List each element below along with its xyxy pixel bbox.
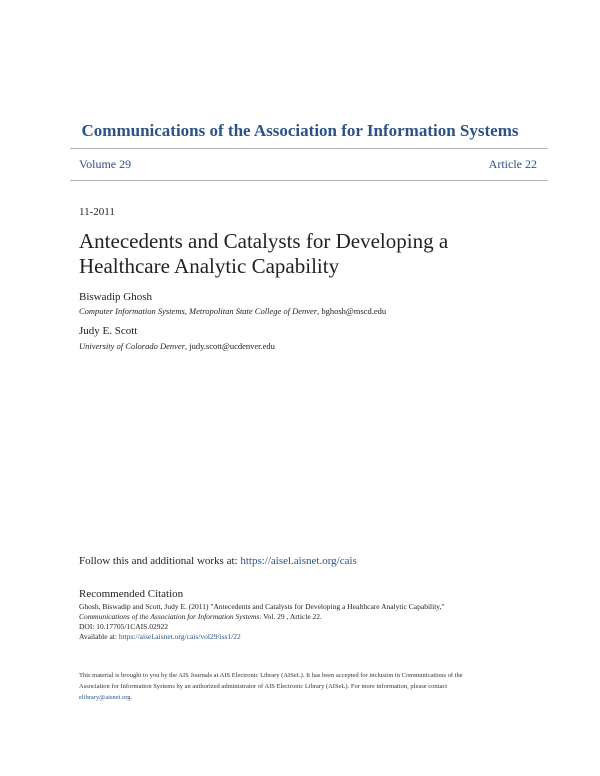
follow-line xyxy=(79,555,357,567)
header-divider-top xyxy=(70,148,548,149)
contact-email-link[interactable]: elibrary@aisnet.org xyxy=(79,694,131,701)
footer-line: Association for Information Systems by an authorized administrator of AIS Electronic Library (AISeL). For more information, please contact xyxy=(79,683,448,690)
footer-line: This material is brought to you by the AIS Journals at AIS Electronic Library (AISeL). It has been accepted for inclusion in Communications of the xyxy=(79,672,463,679)
paper-title-line-2: Healthcare Analytic Capability xyxy=(79,254,340,278)
citation-line: Ghosh, Biswadip and Scott, Judy E. (2011) "Antecedents and Catalysts for Developing a Healthcare Analytic Capability," xyxy=(79,602,445,611)
citation-journal: Communications of the Association for Information Systems xyxy=(79,612,260,621)
paper-title xyxy=(79,229,519,279)
volume-link[interactable]: Volume 29 xyxy=(79,157,132,171)
collection-link[interactable]: https://aisel.aisnet.org/cais xyxy=(240,555,357,567)
affiliation-name: University of Colorado Denver xyxy=(79,341,185,351)
available-at-label: Available at: xyxy=(79,632,119,641)
footer-contact-line xyxy=(79,692,539,703)
author-name: Biswadip Ghosh xyxy=(79,291,153,303)
citation-doi: DOI: 10.17705/1CAIS.02922 xyxy=(79,622,168,631)
journal-title[interactable]: Communications of the Association for Information Systems xyxy=(81,121,519,140)
footer-period: . xyxy=(130,694,133,701)
citation-available-line xyxy=(79,632,539,642)
article-url-link[interactable]: https://aisel.aisnet.org/cais/vol29/iss1/22 xyxy=(118,632,241,641)
author-affiliation xyxy=(79,341,275,351)
author-name: Judy E. Scott xyxy=(79,325,138,337)
citation-block xyxy=(79,602,539,642)
citation-journal-line xyxy=(79,612,539,622)
author-affiliation xyxy=(79,306,386,316)
article-link[interactable]: Article 22 xyxy=(488,157,537,171)
citation-volume: : Vol. 29 , Article 22. xyxy=(259,612,322,621)
repository-footer-note xyxy=(79,670,539,703)
author-email: , bghosh@mscd.edu xyxy=(317,306,387,316)
recommended-citation-heading: Recommended Citation xyxy=(79,588,184,600)
paper-title-line-1: Antecedents and Catalysts for Developing a xyxy=(79,229,449,253)
header-divider-bottom xyxy=(70,180,548,181)
follow-text: Follow this and additional works at: xyxy=(79,555,241,567)
author-email: , judy.scott@ucdenver.edu xyxy=(185,341,275,351)
publication-date: 11-2011 xyxy=(79,206,115,218)
affiliation-name: Computer Information Systems, Metropolitan State College of Denver xyxy=(79,306,318,316)
